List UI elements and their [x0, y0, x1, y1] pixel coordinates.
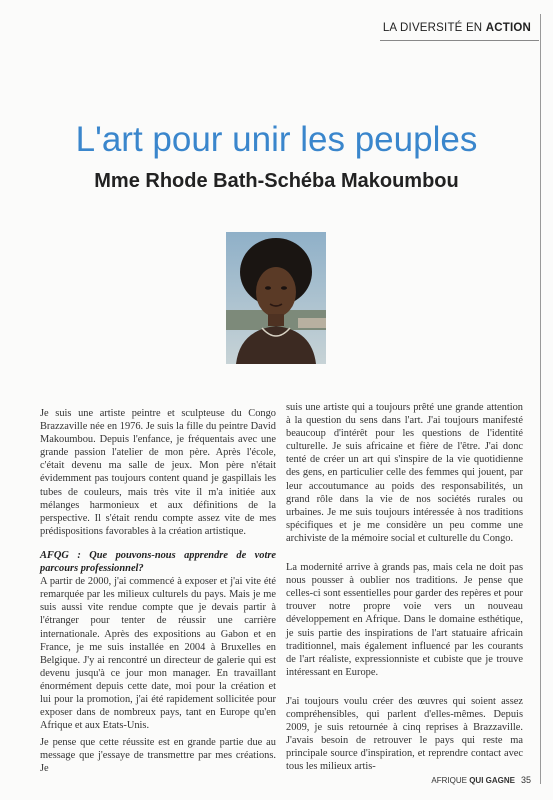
header-rule [380, 40, 539, 41]
column-left [40, 407, 276, 787]
body-paragraph: La modernité arrive à grands pas, mais cela ne doit pas nous pousser à oublier nos traditions. Je pense que celles-ci sont essentielles pour garder des repères et pour trouver notre propre voie vers un nouveau développement en Afrique. Dans le domaine esthétique, je suis partie des inspirations de l'art statuaire africain traditionnel, mais également influencé par les courants de l'art réaliste, expressionniste et cubiste que je trouve intéressant en Europe. [286, 562, 523, 678]
header-bar [0, 0, 553, 50]
body-paragraph: Je suis une artiste peintre et sculpteuse du Congo Brazzaville née en 1976. Je suis la fille du peintre David Makoumbou. Depuis l'enfance, je fréquentais avec une grande passion l'atelier de mon père. Après l'école, c'était devenu ma salle de jeux. Mon père n'était évidemment pas toujours content quand je gaspillais les tubes de couleurs, mais très vite il m'a initiée aux mélanges harmonieux et aux définitions de la perspective. Il s'était rendu compte assez vite de mes prédispositions favorables à la création artistique. [40, 408, 276, 537]
article-subtitle: Mme Rhode Bath-Schéba Makoumbou [94, 170, 459, 192]
portrait-photo-icon [226, 232, 326, 364]
section-title-part1: LA DIVERSITÉ EN [382, 22, 486, 34]
section-title-part2: ACTION [485, 22, 531, 34]
page-footer [431, 775, 531, 785]
body-paragraph: J'ai toujours voulu créer des œuvres qui soient assez compréhensibles, qui parlent d'elles-mêmes. Depuis 2009, je suis retournée à cinq reprises à Brazzaville. J'avais besoin de retrouver le pays qui reste ma principale source d'inspiration, et reprendre contact avec tous les milieux artis- [286, 695, 523, 773]
portrait-photo [226, 232, 326, 364]
column-right [286, 401, 523, 784]
body-paragraph: Je pense que cette réussite est en grande partie due au message que j'essaye de transmettre par mes créations. Je [40, 737, 276, 775]
interview-question: AFQG : Que pouvons-nous apprendre de votre parcours professionnel? [40, 549, 276, 575]
page-number: 35 [520, 775, 531, 785]
footer-publication-part1: AFRIQUE [431, 776, 470, 785]
body-paragraph: A partir de 2000, j'ai commencé à exposer et j'ai vite été remarquée par les milieux culturels du pays. Mais je me suis aussi vite rendue compte que je devais partir à l'étranger pour tenter de réussir une carrière internationale. Après des expositions au Gabon et en France, je me suis installée en 2004 à Bruxelles en Belgique. J'y ai rencontré un directeur de galerie qui est devenu jusqu'à ce jour mon manager. En travaillant énormément depuis cette date, moi pour la création et lui pour la promotion, j'ai été rapidement sollicitée pour exposer dans de nombreux pays, tant en Europe qu'en Afrique et aux Etats-Unis. [40, 576, 276, 732]
section-title [383, 22, 531, 34]
footer-publication-part2: QUI GAGNE [469, 776, 515, 785]
body-paragraph: suis une artiste qui a toujours prêté une grande attention à la question du sens dans l'art. J'ai toujours manifesté beaucoup d'intérêt pour les questions de l'identité culturelle. Je suis africaine et fière de l'être. J'ai donc tenté de créer un art qui s'inspire de la vie quotidienne des gens, en particulier celle des femmes qui jouent, par leur accoutumance au poids des responsabilités, un grand rôle dans la vie de nos sociétés rurales ou urbaines. Je me suis toujours intéressée à nos traditions spécifiques et je me considère un peu comme une archiviste de la mémoire social et culturelle du Congo. [286, 402, 523, 544]
article-title: L'art pour unir les peuples [75, 120, 478, 159]
